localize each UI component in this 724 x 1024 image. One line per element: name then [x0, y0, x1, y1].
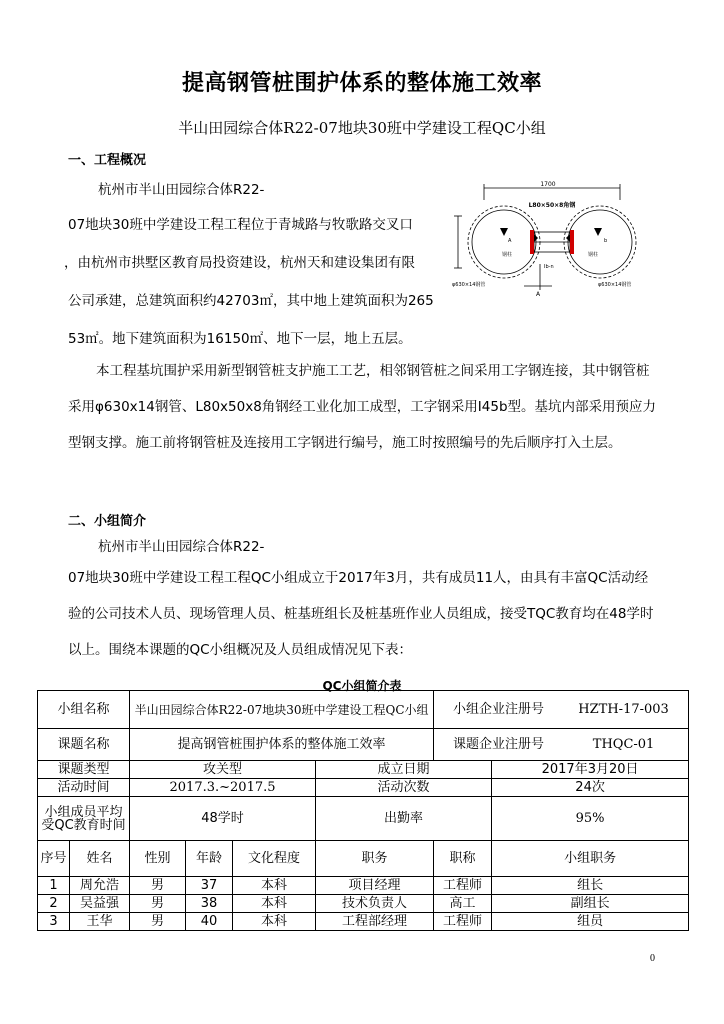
table-row [38, 913, 689, 931]
member-position: 项目经理 [316, 877, 434, 895]
cell-topic-name-key: 课题名称 [38, 729, 130, 761]
cell-team-name-value: 半山田园综合体R22-07地块30班中学建设工程QC小组 [130, 691, 434, 729]
header-index: 序号 [38, 841, 70, 877]
table-row [38, 779, 689, 797]
right-column-label: 钢柱 [588, 252, 599, 258]
overview-line-2: 07地块30班中学建设工程工程位于青城路与牧歌路交叉口 [68, 217, 413, 233]
member-education: 本科 [233, 913, 316, 931]
cell-team-name-key: 小组名称 [38, 691, 130, 729]
left-pipe-circle [468, 206, 540, 278]
cell-team-reg-value [434, 691, 689, 729]
overview-line-5: 53㎡。地下建筑面积为16150㎡、地下一层，地上五层。 [68, 331, 412, 347]
table-row [38, 895, 689, 913]
cell-training-value: 48学时 [130, 797, 316, 841]
cell-activity-time-key: 活动时间 [38, 779, 130, 797]
header-position: 职务 [316, 841, 434, 877]
mark-a-label: A [508, 238, 512, 244]
pile-connection-diagram [448, 180, 660, 300]
member-gender: 男 [130, 877, 186, 895]
header-education: 文化程度 [233, 841, 316, 877]
team-line-1: 杭州市半山田园综合体R22- [98, 539, 265, 555]
beam-label: Ib-n [544, 264, 554, 270]
right-pipe-label: φ630×14钢管 [598, 282, 632, 288]
overview-line-4: 公司承建，总建筑面积约42703㎡，其中地上建筑面积为265 [68, 293, 434, 309]
left-weld-mark [530, 230, 534, 254]
section-heading-team: 二、小组简介 [68, 514, 147, 529]
member-name: 吴益强 [70, 895, 130, 913]
cell-activity-count-key: 活动次数 [316, 779, 492, 797]
member-index: 2 [38, 895, 70, 913]
cell-team-reg-value-text: HZTH-17-003 [578, 701, 669, 717]
cell-attendance-key: 出勤率 [316, 797, 492, 841]
member-title: 工程师 [434, 877, 492, 895]
cell-attendance-value: 95% [492, 797, 689, 841]
member-age: 40 [186, 913, 233, 931]
overview-paragraph-2: 本工程基坑围护采用新型钢管桩支护施工工艺，相邻钢管桩之间采用工字钢连接，其中钢管桩采用φ630x14钢管、L80x50x8角钢经工业化加工成型，工字钢采用I45b型。基坑内部采用预应力型钢支撑。施工前将钢管桩及连接用工字钢进行编号，施工时按照编号的先后顺序打入土层。 [68, 363, 657, 451]
left-pipe-label: φ630×14钢管 [452, 282, 486, 288]
table-row [38, 729, 689, 761]
team-paragraph: 07地块30班中学建设工程工程QC小组成立于2017年3月，共有成员11人，由具有丰富QC活动经验的公司技术人员、现场管理人员、桩基班组长及桩基班作业人员组成，接受TQC教育均在48学时以上。围绕本课题的QC小组概况及人员组成情况见下表： [68, 570, 654, 658]
member-title: 高工 [434, 895, 492, 913]
section-heading-overview: 一、工程概况 [68, 153, 147, 168]
cell-topic-name-value: 提高钢管桩围护体系的整体施工效率 [130, 729, 434, 761]
member-name: 王华 [70, 913, 130, 931]
overview-line-1: 杭州市半山田园综合体R22- [98, 182, 265, 198]
page-title: 提高钢管桩围护体系的整体施工效率 [181, 71, 542, 96]
member-education: 本科 [233, 877, 316, 895]
header-name: 姓名 [70, 841, 130, 877]
cell-activity-count-value: 24次 [492, 779, 689, 797]
cell-founded-key: 成立日期 [316, 761, 492, 779]
member-team-role: 组员 [492, 913, 689, 931]
left-column-label: 钢柱 [502, 252, 513, 258]
cell-topic-type-key: 课题类型 [38, 761, 130, 779]
cell-topic-reg [434, 729, 689, 761]
section-mark-label: A [536, 291, 541, 298]
member-age: 38 [186, 895, 233, 913]
qc-team-table [37, 690, 689, 931]
table-row [38, 691, 689, 729]
table-row [38, 761, 689, 779]
cell-founded-value: 2017年3月20日 [492, 761, 689, 779]
member-age: 37 [186, 877, 233, 895]
cell-topic-reg-key: 课题企业注册号 [453, 736, 545, 752]
header-gender: 性别 [130, 841, 186, 877]
cell-training-key: 小组成员平均受QC教育时间 [38, 797, 130, 841]
angle-steel-label: L80×50×8角钢 [528, 202, 576, 209]
dim-label: 1700 [540, 181, 556, 188]
member-position: 工程部经理 [316, 913, 434, 931]
page-number: 0 [650, 953, 655, 964]
right-pipe-circle [564, 206, 636, 278]
table-row [38, 877, 689, 895]
member-education: 本科 [233, 895, 316, 913]
overview-line-3: ，由杭州市拱墅区教育局投资建设，杭州天和建设集团有限 [64, 255, 415, 271]
page-subtitle: 半山田园综合体R22-07地块30班中学建设工程QC小组 [178, 119, 546, 137]
member-index: 3 [38, 913, 70, 931]
member-index: 1 [38, 877, 70, 895]
member-gender: 男 [130, 913, 186, 931]
cell-team-reg-key-text: 小组企业注册号 [453, 701, 545, 717]
header-title: 职称 [434, 841, 492, 877]
member-team-role: 组长 [492, 877, 689, 895]
cell-activity-time-value: 2017.3.~2017.5 [130, 779, 316, 797]
header-team-role: 小组职务 [492, 841, 689, 877]
cell-topic-type-value: 攻关型 [130, 761, 316, 779]
right-weld-mark [570, 230, 574, 254]
cell-topic-reg-value: THQC-01 [592, 736, 655, 752]
member-team-role: 副组长 [492, 895, 689, 913]
mark-b-label: b [604, 238, 608, 244]
table-header-row [38, 841, 689, 877]
table-caption: QC小组简介表 [322, 679, 402, 693]
table-row [38, 797, 689, 841]
header-age: 年龄 [186, 841, 233, 877]
member-gender: 男 [130, 895, 186, 913]
member-name: 周允浩 [70, 877, 130, 895]
member-title: 工程师 [434, 913, 492, 931]
member-position: 技术负责人 [316, 895, 434, 913]
